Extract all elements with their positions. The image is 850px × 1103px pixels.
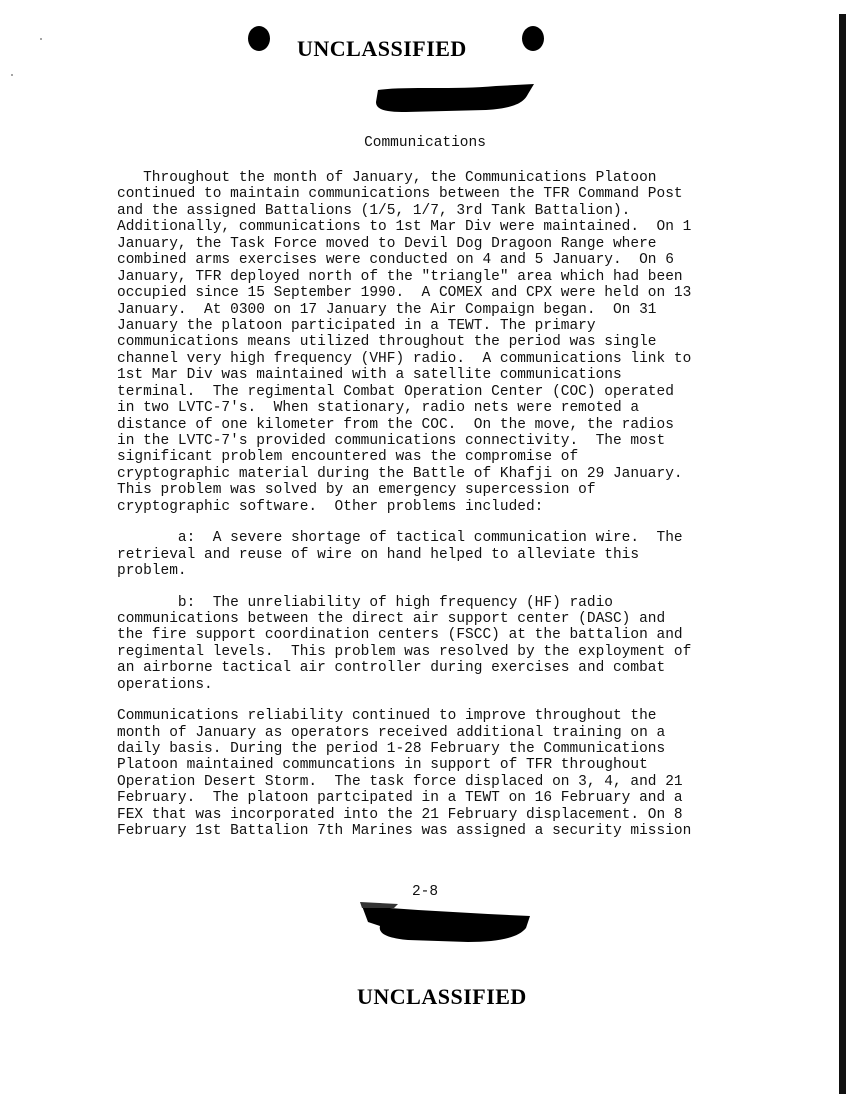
text-line: combined arms exercises were conducted on 4 and 5 January. On 6 xyxy=(117,252,674,269)
text-line: b: The unreliability of high frequency (HF) radio xyxy=(117,594,613,611)
paragraph-item-a xyxy=(117,530,807,579)
scan-speck xyxy=(40,38,42,40)
classification-marking-bottom: UNCLASSIFIED xyxy=(357,984,527,1009)
text-line: continued to maintain communications between the TFR Command Post xyxy=(117,186,683,203)
paragraph-overview xyxy=(117,170,807,515)
text-line: January, the Task Force moved to Devil Dog Dragoon Range where xyxy=(117,235,657,252)
text-line: January, TFR deployed north of the "triangle" area which had been xyxy=(117,268,683,285)
text-line: February. The platoon partcipated in a TEWT on 16 February and a xyxy=(117,790,683,807)
text-line: communications between the direct air support center (DASC) and xyxy=(117,610,666,627)
classification-marking-top: UNCLASSIFIED xyxy=(297,36,467,61)
text-line: problem. xyxy=(117,563,187,580)
text-line: January the platoon participated in a TEWT. The primary xyxy=(117,317,596,334)
text-line: daily basis. During the period 1-28 February the Communications xyxy=(117,741,666,757)
text-line: This problem was solved by an emergency supercession of xyxy=(117,482,596,499)
text-line: 1st Mar Div was maintained with a satellite communications xyxy=(117,367,622,384)
text-line: operations. xyxy=(117,676,213,693)
text-line: cryptographic material during the Battle of Khafji on 29 January. xyxy=(117,465,683,482)
text-line: regimental levels. This problem was resolved by the exployment of xyxy=(117,643,692,660)
document-body xyxy=(117,170,807,840)
text-line: the fire support coordination centers (FSCC) at the battalion and xyxy=(117,627,683,644)
text-line: channel very high frequency (VHF) radio. A communications link to xyxy=(117,350,692,367)
text-line: in the LVTC-7's provided communications connectivity. The most xyxy=(117,433,666,449)
filled-circle-icon xyxy=(248,26,270,51)
scan-edge-bar xyxy=(839,14,846,1094)
scan-speck xyxy=(11,74,13,76)
text-line: Communications reliability continued to improve throughout the xyxy=(117,708,657,725)
text-line: February 1st Battalion 7th Marines was assigned a security mission xyxy=(117,823,692,840)
filled-circle-icon xyxy=(522,26,544,51)
text-line: occupied since 15 September 1990. A COMEX and CPX were held on 13 xyxy=(117,285,692,302)
text-line: and the assigned Battalions (1/5, 1/7, 3rd Tank Battalion). xyxy=(117,202,631,219)
text-line: January. At 0300 on 17 January the Air Compaign began. On 31 xyxy=(117,301,657,318)
text-line: Throughout the month of January, the Communications Platoon xyxy=(117,170,657,186)
text-line: Operation Desert Storm. The task force displaced on 3, 4, and 21 xyxy=(117,773,683,790)
text-line: in two LVTC-7's. When stationary, radio nets were remoted a xyxy=(117,400,640,417)
text-line: FEX that was incorporated into the 21 February displacement. On 8 xyxy=(117,806,683,823)
redaction-mark-bottom xyxy=(358,898,538,946)
paragraph-reliability xyxy=(117,708,807,840)
text-line: month of January as operators received additional training on a xyxy=(117,724,666,741)
redaction-mark-top xyxy=(366,80,541,118)
text-line: distance of one kilometer from the COC. On the move, the radios xyxy=(117,416,674,433)
text-line: cryptographic software. Other problems included: xyxy=(117,498,544,515)
text-line: Platoon maintained communcations in support of TFR throughout xyxy=(117,757,648,774)
text-line: a: A severe shortage of tactical communication wire. The xyxy=(117,530,683,547)
paragraph-item-b xyxy=(117,595,807,694)
text-line: terminal. The regimental Combat Operation Center (COC) operated xyxy=(117,383,674,400)
text-line: Additionally, communications to 1st Mar Div were maintained. On 1 xyxy=(117,219,692,236)
text-line: an airborne tactical air controller during exercises and combat xyxy=(117,660,666,677)
text-line: retrieval and reuse of wire on hand helped to alleviate this xyxy=(117,546,640,563)
text-line: significant problem encountered was the compromise of xyxy=(117,449,579,466)
page-number: 2-8 xyxy=(411,884,439,900)
section-heading: Communications xyxy=(364,135,486,151)
text-line: communications means utilized throughout the period was single xyxy=(117,334,657,351)
